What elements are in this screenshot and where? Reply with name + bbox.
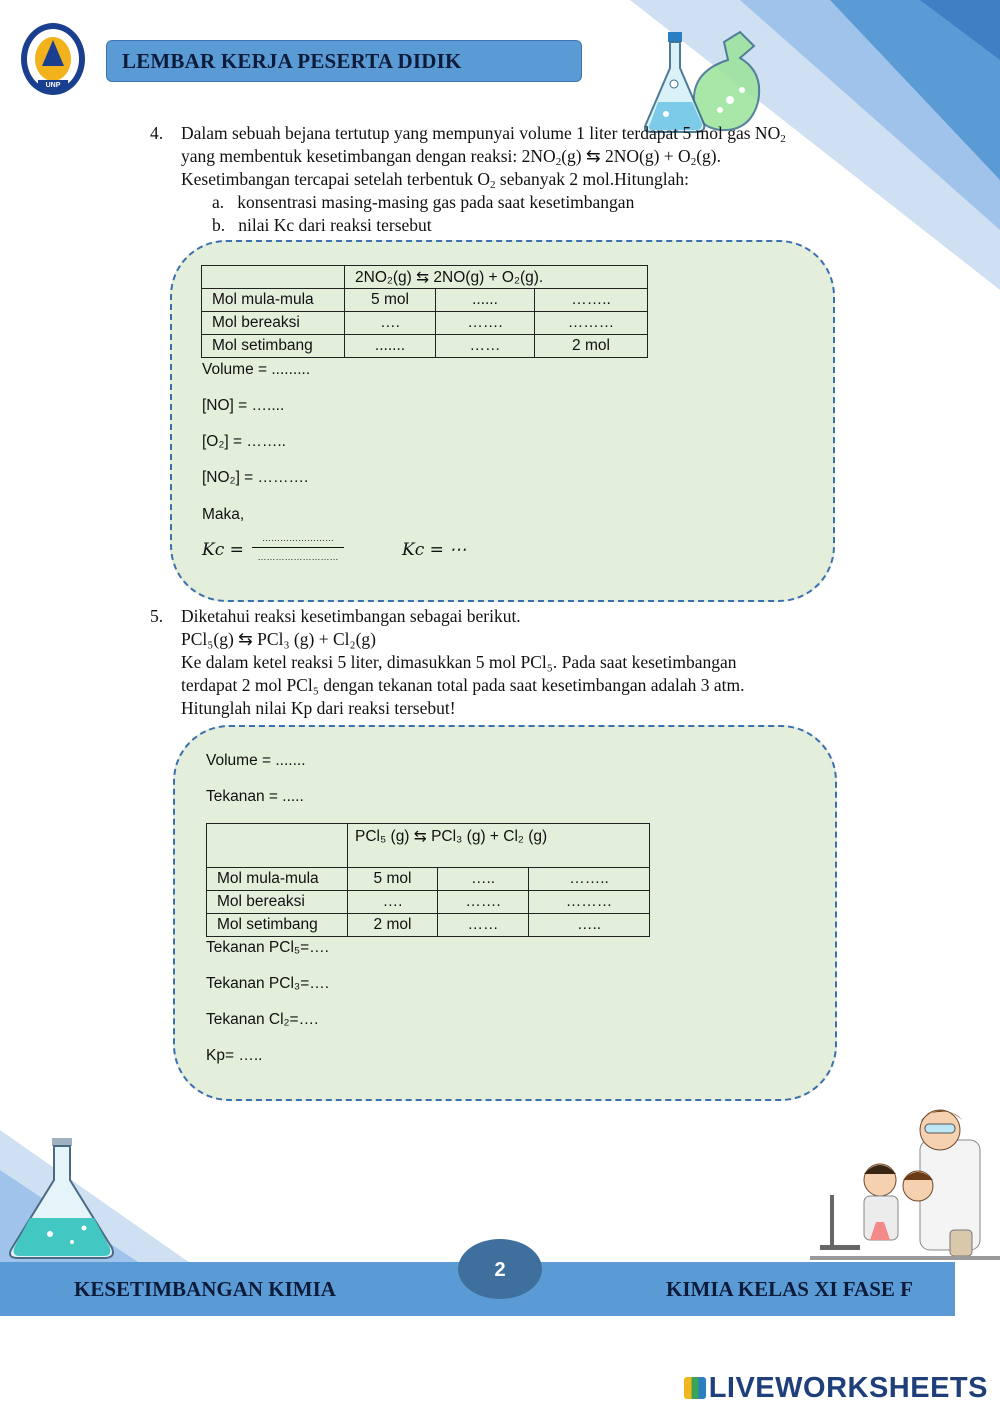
footer-class: KIMIA KELAS XI FASE F bbox=[666, 1277, 913, 1301]
concentration-no[interactable]: [NO] = ….... bbox=[202, 397, 285, 414]
table-row bbox=[202, 266, 648, 289]
table-row: Mol mula-mula 5 mol ...... …….. bbox=[202, 289, 648, 312]
pressure-pcl5[interactable]: Tekanan PCl₅=…. bbox=[206, 939, 329, 956]
question-4-sub-b: b. nilai Kc dari reaksi tersebut bbox=[212, 215, 432, 235]
question-4 bbox=[150, 122, 910, 242]
pressure-pcl3[interactable]: Tekanan PCl₃=…. bbox=[206, 975, 330, 992]
kc-denominator: ……………………… bbox=[252, 547, 344, 562]
table-row: Mol mula-mula 5 mol ….. …….. bbox=[207, 868, 650, 891]
table-row bbox=[207, 824, 650, 868]
table-row: Mol bereaksi …. ……. ……… bbox=[202, 312, 648, 335]
kc-numerator: …………………… bbox=[262, 533, 334, 543]
concentration-no2[interactable]: [NO₂] = ………. bbox=[202, 469, 309, 486]
table-row: Mol bereaksi …. ……. ……… bbox=[207, 891, 650, 914]
pressure-cl2[interactable]: Tekanan Cl₂=…. bbox=[206, 1011, 319, 1028]
footer-topic: KESETIMBANGAN KIMIA bbox=[74, 1277, 336, 1301]
reaction-table-5 bbox=[206, 823, 650, 937]
bottom-decoration bbox=[0, 1130, 260, 1270]
kc-label: Kc = bbox=[202, 540, 244, 560]
kc-result[interactable]: Kc = ⋯ bbox=[402, 540, 467, 560]
question-4-line-2: yang membentuk kesetimbangan dengan reaksi: $2NO_2(g)$ ⇆ $2NO(g) + O_2(g)$. bbox=[181, 146, 721, 168]
page-number: 2 bbox=[458, 1239, 542, 1299]
reaction-table-4 bbox=[201, 265, 648, 358]
reaction-equation: PCl₅ (g) ⇆ PCl₃ (g) + Cl₂ (g) bbox=[348, 824, 650, 868]
question-4-sub-a: a. konsentrasi masing-masing gas pada saat kesetimbangan bbox=[212, 192, 635, 212]
scientists-illustration bbox=[810, 1100, 1000, 1270]
question-5-number: 5. bbox=[150, 606, 164, 626]
maka-label: Maka, bbox=[202, 506, 245, 523]
table-row: Mol setimbang ....... …… 2 mol bbox=[202, 335, 648, 358]
kc-fraction[interactable] bbox=[252, 533, 344, 562]
kp-answer[interactable]: Kp= ….. bbox=[206, 1047, 263, 1064]
liveworksheets-brand[interactable]: LIVEWORKSHEETS bbox=[684, 1372, 988, 1405]
concentration-o2[interactable]: [O₂] = …….. bbox=[202, 433, 286, 450]
volume-answer-4[interactable]: Volume = ......... bbox=[202, 361, 311, 378]
worksheet-title: LEMBAR KERJA PESERTA DIDIK bbox=[122, 49, 462, 73]
question-4-number: 4. bbox=[150, 123, 164, 143]
svg-text:UNP: UNP bbox=[45, 82, 61, 89]
question-4-line-3: Kesetimbangan tercapai setelah terbentuk $O_2$ sebanyak 2 mol.Hitunglah: bbox=[181, 169, 689, 191]
question-4-line-1: Dalam sebuah bejana tertutup yang mempunyai volume 1 liter terdapat 5 mol gas $NO_2$ bbox=[181, 123, 786, 145]
question-5: 5. Diketahui reaksi kesetimbangan sebagai berikut. PCl₅(g) ⇆ PCl₃ (g) + Cl₂(g) Ke dalam ketel reaksi 5 liter, dimasukkan 5 mol PCl₅. Pada saat kesetimbangan terdapat 2 mol PCl₅ dengan tekanan total pada saat kesetimbangan adalah 3 atm. Hitunglah nilai Kp dari reaksi tersebut! bbox=[150, 606, 745, 718]
reaction-equation: 2NO₂(g) ⇆ 2NO(g) + O₂(g). bbox=[345, 266, 648, 289]
university-logo bbox=[20, 22, 86, 96]
volume-answer-5[interactable]: Volume = ....... bbox=[206, 752, 306, 769]
pressure-answer[interactable]: Tekanan = ..... bbox=[206, 788, 304, 805]
table-row: Mol setimbang 2 mol …… ….. bbox=[207, 914, 650, 937]
brand-logo-icon bbox=[684, 1377, 706, 1399]
